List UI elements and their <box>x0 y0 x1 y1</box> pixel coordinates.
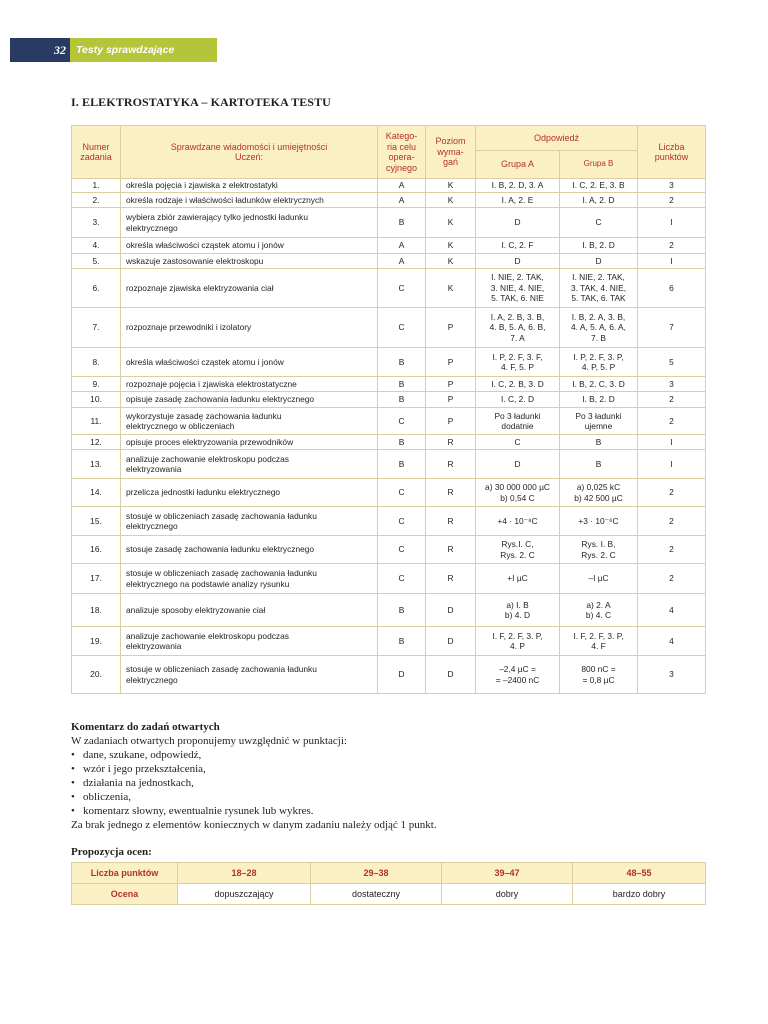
task-points: I <box>638 450 706 479</box>
task-points: 2 <box>638 536 706 564</box>
task-category: A <box>378 193 426 208</box>
answer-group-b: Po 3 ładunki ujemne <box>560 408 638 435</box>
task-number: 16. <box>72 536 121 564</box>
table-row <box>72 269 706 308</box>
task-level: D <box>426 627 476 656</box>
comment-bullet: • komentarz słowny, ewentualnie rysunek lub wykres. <box>71 804 711 818</box>
task-skill: wykorzystuje zasadę zachowania ładunku elektrycznego w obliczeniach <box>121 408 378 435</box>
answer-group-a: I. F, 2. F, 3. P, 4. P <box>476 627 560 656</box>
task-level: P <box>426 392 476 408</box>
answer-group-a: I. P, 2. F, 3. F, 4. F, 5. P <box>476 348 560 377</box>
task-category: B <box>378 627 426 656</box>
answer-group-a: +I µC <box>476 564 560 594</box>
task-skill: wskazuje zastosowanie elektroskopu <box>121 254 378 269</box>
answer-group-a: I. C, 2. F <box>476 238 560 254</box>
task-category: B <box>378 594 426 627</box>
table-row <box>72 348 706 377</box>
task-points: 2 <box>638 507 706 536</box>
task-category: C <box>378 308 426 348</box>
grades-points-label: Liczba punktów <box>72 863 178 884</box>
task-skill: analizuje sposoby elektryzowanie ciał <box>121 594 378 627</box>
table-row <box>72 254 706 269</box>
task-level: D <box>426 656 476 694</box>
table-row <box>72 308 706 348</box>
task-skill: stosuje w obliczeniach zasadę zachowania ładunku elektrycznego na podstawie analizy rysunku <box>121 564 378 594</box>
task-points: 3 <box>638 656 706 694</box>
answer-group-b: I. C, 2. E, 3. B <box>560 179 638 193</box>
answer-group-a: D <box>476 450 560 479</box>
comment-bullet: • dane, szukane, odpowiedź, <box>71 748 711 762</box>
task-category: B <box>378 208 426 238</box>
task-skill: analizuje zachowanie elektroskopu podczas elektryzowania <box>121 450 378 479</box>
task-points: I <box>638 208 706 238</box>
col-header-group-b: Grupa B <box>560 151 638 179</box>
answer-group-a: a) I. B b) 4. D <box>476 594 560 627</box>
answer-group-b: B <box>560 435 638 450</box>
task-points: 4 <box>638 594 706 627</box>
answer-group-a: D <box>476 208 560 238</box>
table-row <box>72 392 706 408</box>
task-points: 2 <box>638 392 706 408</box>
task-skill: rozpoznaje pojęcia i zjawiska elektrostatyczne <box>121 377 378 392</box>
task-level: K <box>426 208 476 238</box>
table-row <box>72 450 706 479</box>
task-skill: rozpoznaje przewodniki i izolatory <box>121 308 378 348</box>
answer-group-a: Po 3 ładunki dodatnie <box>476 408 560 435</box>
grade-range: 29–38 <box>311 863 442 884</box>
answer-group-b: –I µC <box>560 564 638 594</box>
task-category: C <box>378 269 426 308</box>
grade-name: dobry <box>442 884 573 905</box>
task-number: 8. <box>72 348 121 377</box>
task-level: K <box>426 254 476 269</box>
answer-group-b: I. B, 2. D <box>560 238 638 254</box>
answer-group-a: I. B, 2. D, 3. A <box>476 179 560 193</box>
table-row <box>72 507 706 536</box>
task-category: C <box>378 479 426 507</box>
comment-bullet: • wzór i jego przekształcenia, <box>71 762 711 776</box>
table-row <box>72 193 706 208</box>
task-number: 6. <box>72 269 121 308</box>
task-number: 17. <box>72 564 121 594</box>
col-header-skill: Sprawdzane wiadomości i umiejętności Uczeń: <box>121 126 378 179</box>
grade-name: dostateczny <box>311 884 442 905</box>
task-skill: rozpoznaje zjawiska elektryzowania ciał <box>121 269 378 308</box>
task-points: 6 <box>638 269 706 308</box>
task-skill: stosuje w obliczeniach zasadę zachowania ładunku elektrycznego <box>121 507 378 536</box>
task-number: 15. <box>72 507 121 536</box>
task-level: P <box>426 348 476 377</box>
task-category: B <box>378 450 426 479</box>
grades-table <box>71 862 706 905</box>
comment-bullet: • obliczenia, <box>71 790 711 804</box>
test-card-table <box>71 125 706 694</box>
table-row <box>72 594 706 627</box>
task-level: R <box>426 564 476 594</box>
task-skill: analizuje zachowanie elektroskopu podczas elektryzowania <box>121 627 378 656</box>
task-number: 13. <box>72 450 121 479</box>
task-number: 12. <box>72 435 121 450</box>
answer-group-a: C <box>476 435 560 450</box>
task-skill: określa właściwości cząstek atomu i jonów <box>121 348 378 377</box>
answer-group-b: C <box>560 208 638 238</box>
task-level: R <box>426 479 476 507</box>
grade-range: 39–47 <box>442 863 573 884</box>
table-row <box>72 208 706 238</box>
answer-group-b: a) 0,025 kC b) 42 500 µC <box>560 479 638 507</box>
task-category: B <box>378 435 426 450</box>
comment-bullet: • działania na jednostkach, <box>71 776 711 790</box>
task-number: 19. <box>72 627 121 656</box>
task-category: C <box>378 507 426 536</box>
task-points: 7 <box>638 308 706 348</box>
task-number: 2. <box>72 193 121 208</box>
answer-group-a: –2,4 µC = = –2400 nC <box>476 656 560 694</box>
task-category: B <box>378 377 426 392</box>
task-level: D <box>426 594 476 627</box>
answer-group-b: a) 2. A b) 4. C <box>560 594 638 627</box>
comment-outro: Za brak jednego z elementów koniecznych w danym zadaniu należy odjąć 1 punkt. <box>71 819 437 831</box>
task-number: 1. <box>72 179 121 193</box>
task-number: 20. <box>72 656 121 694</box>
grades-title: Propozycja ocen: <box>71 846 152 858</box>
task-points: 2 <box>638 479 706 507</box>
table-row <box>72 479 706 507</box>
task-skill: stosuje w obliczeniach zasadę zachowania ładunku elektrycznego <box>121 656 378 694</box>
task-category: A <box>378 254 426 269</box>
answer-group-a: I. C, 2. B, 3. D <box>476 377 560 392</box>
task-number: 5. <box>72 254 121 269</box>
table-row <box>72 627 706 656</box>
answer-group-b: D <box>560 254 638 269</box>
table-row <box>72 435 706 450</box>
task-points: I <box>638 435 706 450</box>
answer-group-b: Rys. I. B, Rys. 2. C <box>560 536 638 564</box>
task-category: C <box>378 408 426 435</box>
task-level: K <box>426 269 476 308</box>
task-skill: określa właściwości cząstek atomu i jonów <box>121 238 378 254</box>
answer-group-b: I. A, 2. D <box>560 193 638 208</box>
table-row <box>72 536 706 564</box>
col-header-points: Liczba punktów <box>638 126 706 179</box>
answer-group-b: I. B, 2. A, 3. B, 4. A, 5. A, 6. A, 7. B <box>560 308 638 348</box>
task-number: 9. <box>72 377 121 392</box>
task-skill: opisuje zasadę zachowania ładunku elektrycznego <box>121 392 378 408</box>
task-skill: określa pojęcia i zjawiska z elektrostatyki <box>121 179 378 193</box>
comment-title: Komentarz do zadań otwartych <box>71 721 220 733</box>
task-category: D <box>378 656 426 694</box>
table-row <box>72 408 706 435</box>
answer-group-a: Rys.I. C, Rys. 2. C <box>476 536 560 564</box>
task-points: I <box>638 254 706 269</box>
task-level: R <box>426 435 476 450</box>
task-skill: stosuje zasadę zachowania ładunku elektrycznego <box>121 536 378 564</box>
col-header-group-a: Grupa A <box>476 151 560 179</box>
task-category: A <box>378 179 426 193</box>
task-points: 3 <box>638 179 706 193</box>
task-points: 4 <box>638 627 706 656</box>
task-number: 7. <box>72 308 121 348</box>
task-points: 2 <box>638 238 706 254</box>
task-points: 2 <box>638 408 706 435</box>
answer-group-a: I. NIE, 2. TAK, 3. NIE, 4. NIE, 5. TAK, 6. NIE <box>476 269 560 308</box>
page-number: 32 <box>10 38 70 62</box>
task-points: 2 <box>638 564 706 594</box>
grade-name: bardzo dobry <box>573 884 706 905</box>
open-tasks-comment <box>71 720 711 832</box>
col-header-category: Katego- ria celu opera- cyjnego <box>378 126 426 179</box>
col-header-answer: Odpowiedź <box>476 126 638 151</box>
task-points: 3 <box>638 377 706 392</box>
task-level: R <box>426 507 476 536</box>
grade-range: 18–28 <box>178 863 311 884</box>
task-number: 3. <box>72 208 121 238</box>
table-row <box>72 238 706 254</box>
table-row <box>72 377 706 392</box>
grade-name: dopuszczający <box>178 884 311 905</box>
task-level: P <box>426 377 476 392</box>
table-row <box>72 656 706 694</box>
task-category: C <box>378 536 426 564</box>
answer-group-a: I. A, 2. E <box>476 193 560 208</box>
answer-group-a: I. C, 2. D <box>476 392 560 408</box>
task-category: B <box>378 348 426 377</box>
answer-group-b: +3 · 10⁻⁶C <box>560 507 638 536</box>
answer-group-a: I. A, 2. B, 3. B, 4. B, 5. A, 6. B, 7. A <box>476 308 560 348</box>
task-category: B <box>378 392 426 408</box>
task-points: 2 <box>638 193 706 208</box>
table-row <box>72 179 706 193</box>
answer-group-b: I. F, 2. F, 3. P, 4. F <box>560 627 638 656</box>
task-skill: określa rodzaje i właściwości ładunków elektrycznych <box>121 193 378 208</box>
answer-group-b: I. B, 2. C, 3. D <box>560 377 638 392</box>
task-number: 11. <box>72 408 121 435</box>
task-category: A <box>378 238 426 254</box>
task-skill: opisuje proces elektryzowania przewodników <box>121 435 378 450</box>
task-level: K <box>426 238 476 254</box>
col-header-number: Numer zadania <box>72 126 121 179</box>
answer-group-b: 800 nC = = 0,8 µC <box>560 656 638 694</box>
section-label: Testy sprawdzające <box>70 38 217 62</box>
answer-group-a: a) 30 000 000 µC b) 0,54 C <box>476 479 560 507</box>
task-level: P <box>426 408 476 435</box>
task-number: 4. <box>72 238 121 254</box>
task-number: 10. <box>72 392 121 408</box>
task-category: C <box>378 564 426 594</box>
task-skill: wybiera zbiór zawierający tylko jednostki ładunku elektrycznego <box>121 208 378 238</box>
answer-group-a: D <box>476 254 560 269</box>
task-level: K <box>426 193 476 208</box>
answer-group-b: I. P, 2. F, 3. P, 4. P, 5. P <box>560 348 638 377</box>
page-title: I. ELEKTROSTATYKA – KARTOTEKA TESTU <box>71 95 331 109</box>
task-level: R <box>426 536 476 564</box>
table-row <box>72 564 706 594</box>
answer-group-b: B <box>560 450 638 479</box>
comment-intro: W zadaniach otwartych proponujemy uwzględnić w punktacji: <box>71 735 347 747</box>
task-level: P <box>426 308 476 348</box>
col-header-level: Poziom wyma- gań <box>426 126 476 179</box>
grade-range: 48–55 <box>573 863 706 884</box>
task-level: K <box>426 179 476 193</box>
answer-group-b: I. NIE, 2. TAK, 3. TAK, 4. NIE, 5. TAK, 6. TAK <box>560 269 638 308</box>
task-number: 14. <box>72 479 121 507</box>
task-level: R <box>426 450 476 479</box>
task-skill: przelicza jednostki ładunku elektrycznego <box>121 479 378 507</box>
answer-group-a: +4 · 10⁻⁸C <box>476 507 560 536</box>
answer-group-b: I. B, 2. D <box>560 392 638 408</box>
task-points: 5 <box>638 348 706 377</box>
grades-grade-label: Ocena <box>72 884 178 905</box>
task-number: 18. <box>72 594 121 627</box>
